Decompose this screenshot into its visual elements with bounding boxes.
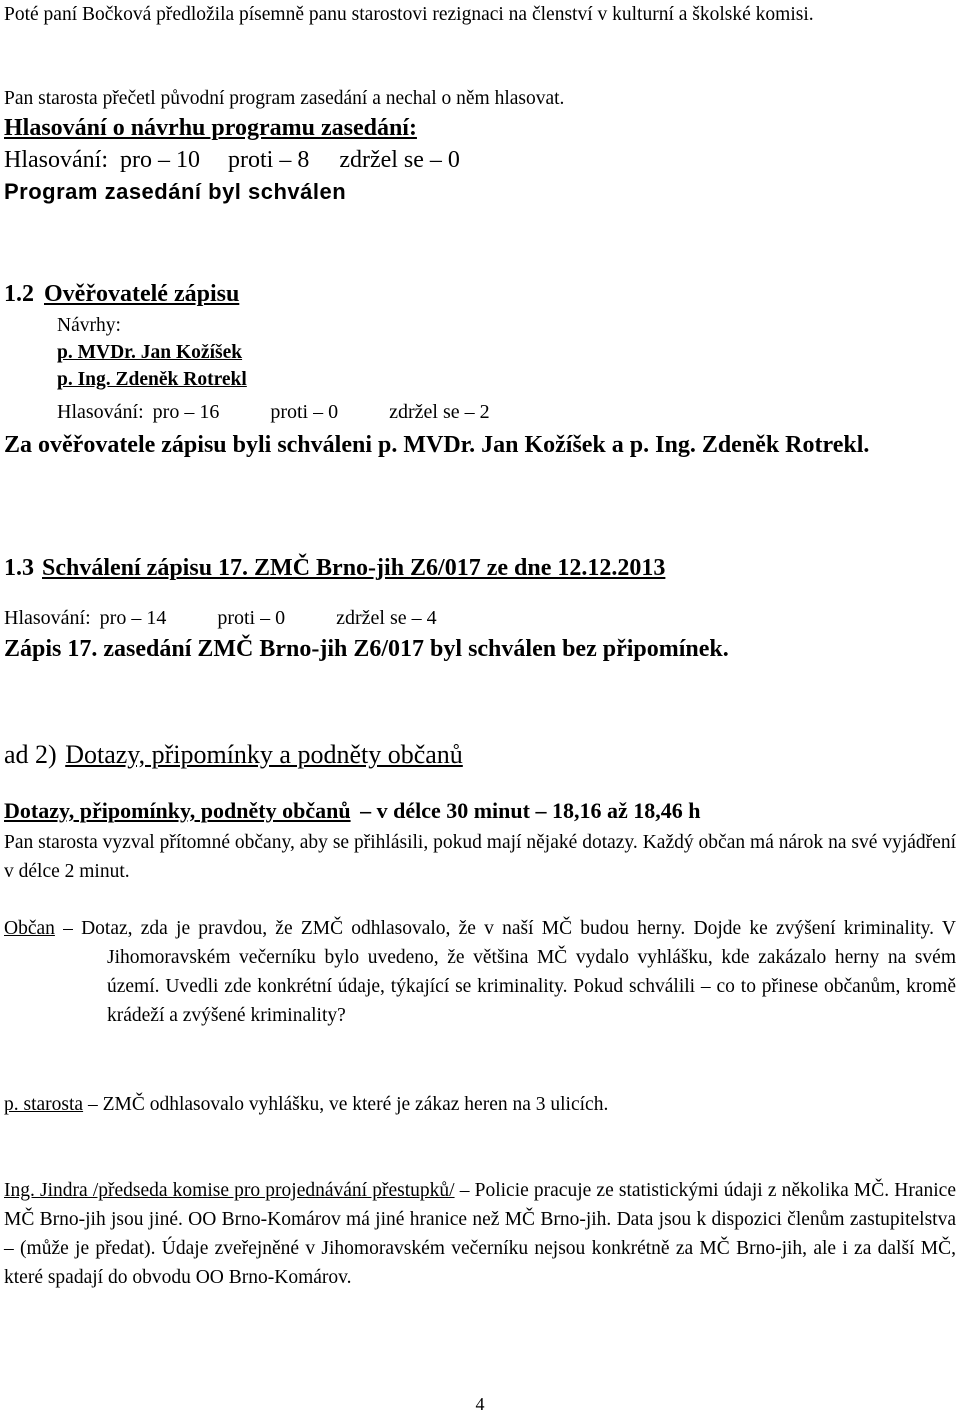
vote-zdrzel: zdržel se – 2: [389, 401, 490, 423]
vote-pro: pro – 14: [99, 607, 167, 629]
section-number: 1.2: [4, 281, 34, 307]
vote-proti: proti – 0: [270, 401, 339, 423]
vote-proti: proti – 0: [217, 607, 286, 629]
citizen-question-text: – Dotaz, zda je pravdou, že ZMČ odhlasovalo, že v naší MČ budou herny. Dojde ke zvýšení kriminality. V Jihomoravském večerníku bylo uvedeno, že většina MČ vydalo vyhlášku, kde zakázalo herny na svém území. Uvedli zde konkrétní údaje, týkající se kriminality. Pokud schválili – co to přinese občanům, kromě krádeží a zvýšené kriminality?: [54, 918, 956, 1026]
section-1-3-vote-line: [4, 604, 956, 633]
section-number: 1.3: [4, 555, 34, 581]
section-1-2-result: Za ověřovatele zápisu byli schváleni p. MVDr. Jan Kožíšek a p. Ing. Zdeněk Rotrekl.: [4, 432, 870, 458]
agenda-read-paragraph: Pan starosta přečetl původní program zasedání a nechal o něm hlasovat.: [4, 88, 565, 109]
vote-proti: proti – 8: [227, 147, 310, 173]
time-limit-value: – v délce 30 minut – 18,16 až 18,46 h: [360, 798, 701, 823]
section-prefix: ad 2): [4, 740, 57, 769]
section-title-text: Dotazy, připomínky a podněty občanů: [65, 740, 463, 769]
section-ad2-title: [4, 738, 956, 772]
time-limit-label: Dotazy, připomínky, podněty občanů: [4, 798, 351, 823]
jindra-answer-text: – Policie pracuje ze statistickými údaji z několika MČ. Hranice MČ Brno-jih jsou jiné. OO Brno-Komárov má jiné hranice než MČ Brno-jih. Data jsou k dispozici členům zastupitelstva – (může je předat). Údaje zveřejněné v Jihomoravském večerníku nejsou konkrétně za MČ Brno-jih, ale i za další MČ, které spadají do obvodu OO Brno-Komárov.: [4, 1180, 956, 1288]
mayor-answer-text: – ZMČ odhlasovalo vyhlášku, ve které je zákaz heren na 3 ulicích.: [83, 1094, 609, 1115]
speaker-jindra: Ing. Jindra /předseda komise pro projednávání přestupků/: [4, 1180, 455, 1201]
vote-zdrzel: zdržel se – 4: [336, 607, 437, 629]
section-1-3-result: Zápis 17. zasedání ZMČ Brno-jih Z6/017 byl schválen bez připomínek.: [4, 636, 729, 662]
jindra-answer-paragraph: [4, 1176, 956, 1292]
section-title-text: Schválení zápisu 17. ZMČ Brno-jih Z6/017 ze dne 12.12.2013: [42, 555, 666, 581]
candidate-1: p. MVDr. Jan Kožíšek: [57, 342, 243, 363]
vote-label: Hlasování:: [4, 147, 108, 173]
speaker-citizen: Občan: [4, 918, 55, 939]
section-1-2-proposals: [4, 312, 957, 393]
agenda-vote-heading: Hlasování o návrhu programu zasedání:: [4, 115, 417, 141]
vote-zdrzel: zdržel se – 0: [339, 147, 460, 173]
vote-pro: pro – 16: [152, 401, 220, 423]
vote-pro: pro – 10: [119, 147, 200, 173]
mayor-call-paragraph: Pan starosta vyzval přítomné občany, aby se přihlásili, pokud mají nějaké dotazy. Každý občan má nárok na své vyjádření v délce 2 minut.: [4, 832, 956, 882]
section-1-3-title: [4, 552, 956, 584]
proposals-label: Návrhy:: [57, 315, 121, 336]
section-1-2-title: [4, 278, 956, 310]
time-limit-line: [4, 796, 956, 826]
vote-label: Hlasování:: [57, 401, 144, 423]
vote-label: Hlasování:: [4, 607, 91, 629]
section-title-text: Ověřovatelé zápisu: [44, 281, 240, 307]
candidate-2: p. Ing. Zdeněk Rotrekl: [57, 369, 247, 390]
agenda-vote-line: [4, 144, 956, 176]
citizen-question-paragraph: [4, 914, 956, 1030]
agenda-vote-result: Program zasedání byl schválen: [4, 179, 347, 204]
resignation-paragraph: Poté paní Bočková předložila písemně panu starostovi rezignaci na členství v kulturní a školské komisi.: [4, 4, 814, 25]
mayor-answer-paragraph: [4, 1090, 956, 1119]
page-number: 4: [475, 1394, 485, 1414]
speaker-mayor: p. starosta: [4, 1094, 84, 1115]
section-1-2-vote-line: [57, 396, 957, 428]
